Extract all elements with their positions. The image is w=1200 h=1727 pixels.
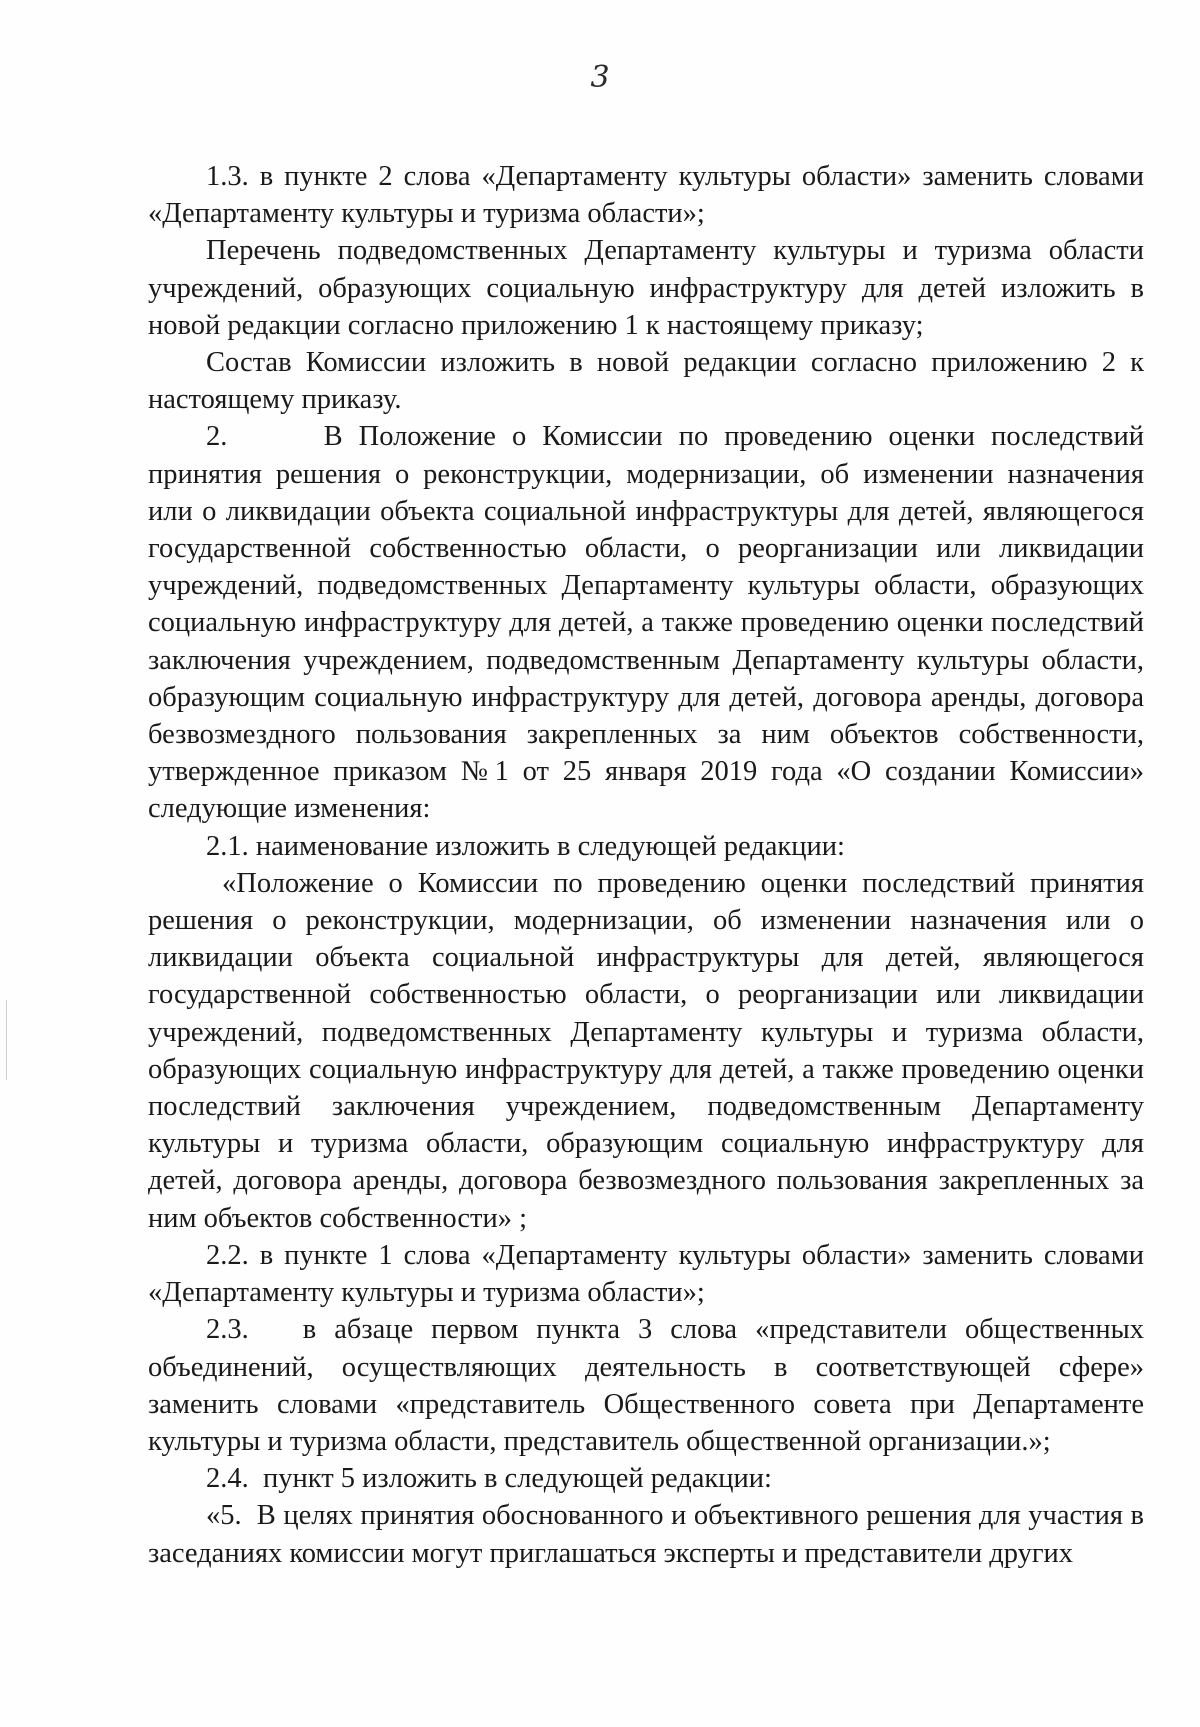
paragraph-item-5: «5. В целях принятия обоснованного и объективного решения для участия в заседаниях комиссии могут приглашаться эксперты и представители других: [148, 1500, 1144, 1569]
paragraph-new-title: «Положение о Комиссии по проведению оценки последствий принятия решения о реконструкции, модернизации, об изменении назначения или о ликвидации объекта социальной инфраструктуры для детей, являющегося государственной собственностью области, о реорганизации или ликвидации учреждений, подведомственных Департаменту культуры и туризма области, образующих социальную инфраструктуру для детей, а также проведению оценки последствий заключения учреждением, подведомственным Департаменту культуры и туризма области, образующим социальную инфраструктуру для детей, договора аренды, договора безвозмездного пользования закрепленных за ним объектов собственности» ;: [148, 867, 1144, 1234]
paragraph-2-3: 2.3. в абзаце первом пункта 3 слова «представители общественных объединений, осуществляющих деятельность в соответствующей сфере» заменить словами «представитель Общественного совета при Департаменте культуры и туризма области, представитель общественной организации.»;: [148, 1314, 1144, 1457]
paragraph-2-1: 2.1. наименование изложить в следующей редакции:: [206, 830, 845, 862]
paragraph-2-2: 2.2. в пункте 1 слова «Департаменту культуры области» заменить словами «Департаменту культуры и туризма области»;: [148, 1239, 1144, 1309]
paragraph-commission-edit: Состав Комиссии изложить в новой редакции согласно приложению 2 к настоящему приказу.: [148, 347, 1144, 416]
paragraph-1-3: 1.3. в пункте 2 слова «Департаменту культуры области» заменить словами «Департаменту культуры и туризма области»;: [148, 161, 1144, 230]
paragraph-2: 2. В Положение о Комиссии по проведению оценки последствий принятия решения о реконструкции, модернизации, об изменении назначения или о ликвидации объекта социальной инфраструктуры для детей, являющегося государственной собственностью области, о реорганизации или ликвидации учреждений, подведомственных Департаменту культуры области, образующих социальную инфраструктуру для детей, а также проведению оценки последствий заключения учреждением, подведомственным Департаменту культуры области, образующим социальную инфраструктуру для детей, договора аренды, договора безвозмездного пользования закрепленных за ним объектов собственности, утвержденное приказом №1 от 25 января 2019 года «О создании Комиссии» следующие изменения:: [148, 421, 1144, 825]
paragraph-list-edit: Перечень подведомственных Департаменту культуры и туризма области учреждений, образующих социальную инфраструктуру для детей изложить в новой редакции согласно приложению 1 к настоящему приказу;: [148, 235, 1144, 341]
document-body: [148, 158, 1144, 1572]
margin-scan-mark: [6, 1000, 7, 1080]
paragraph-2-4: 2.4. пункт 5 изложить в следующей редакции:: [206, 1463, 772, 1495]
page-number: 3: [590, 60, 610, 95]
